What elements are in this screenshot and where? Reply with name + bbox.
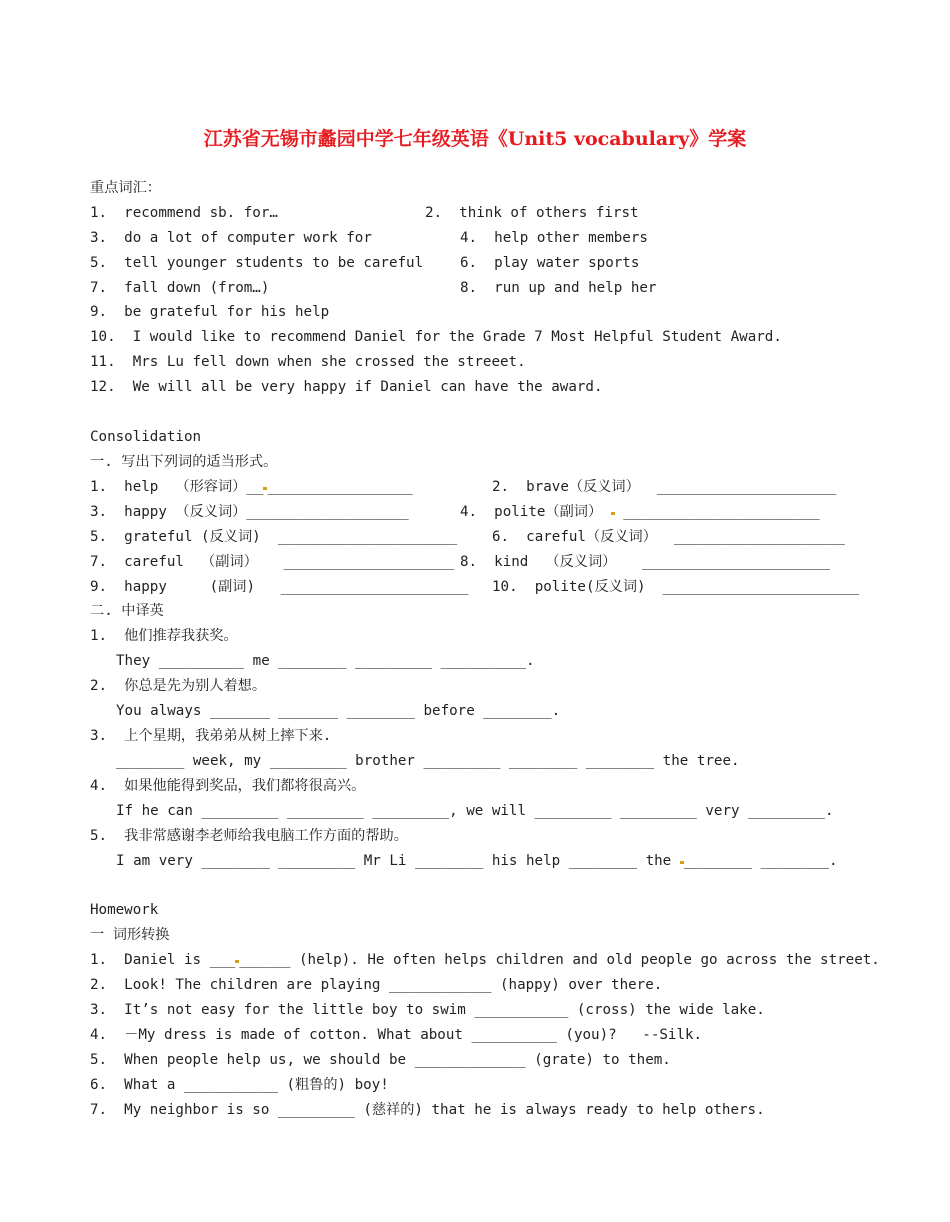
translation-en: If he can _________ _________ _________, we will _________ _________ very _________. bbox=[116, 803, 834, 819]
translation-en: You always _______ _______ ________ before ________. bbox=[116, 703, 561, 719]
vocab-item: 1. recommend sb. for… bbox=[90, 205, 278, 221]
form-item: 10. polite(反义词) _______________________ bbox=[492, 579, 860, 595]
vocab-item: 7. fall down (from…) bbox=[90, 280, 270, 296]
translation-cn: 3. 上个星期，我弟弟从树上摔下来. bbox=[90, 728, 332, 744]
homework-item: 7. My neighbor is so _________ (慈祥的) that he is always ready to help others. bbox=[90, 1102, 765, 1118]
vocab-heading: 重点词汇： bbox=[90, 180, 161, 196]
page-title: 江苏省无锡市蠡园中学七年级英语《Unit5 vocabulary》学案 bbox=[203, 128, 747, 150]
form-item: 9. happy (副词) ______________________ bbox=[90, 579, 469, 595]
form-item: 5. grateful (反义词) _____________________ bbox=[90, 529, 458, 545]
vocab-item: 6. play water sports bbox=[460, 255, 640, 271]
form-item: 6. careful（反义词） ____________________ bbox=[492, 529, 845, 545]
form-item: 4. polite（副词） _______________________ bbox=[460, 504, 820, 520]
vocab-item: 8. run up and help her bbox=[460, 280, 657, 296]
part1-heading: 一. 写出下列词的适当形式。 bbox=[90, 454, 278, 470]
homework-heading: Homework bbox=[90, 902, 159, 918]
homework-item: 2. Look! The children are playing ____________ (happy) over there. bbox=[90, 977, 663, 993]
vocab-item: 10. I would like to recommend Daniel for the Grade 7 Most Helpful Student Award. bbox=[90, 329, 782, 345]
vocab-item: 3. do a lot of computer work for bbox=[90, 230, 372, 246]
form-item: 8. kind （反义词） ______________________ bbox=[460, 554, 830, 570]
vocab-item: 12. We will all be very happy if Daniel can have the award. bbox=[90, 379, 603, 395]
translation-cn: 2. 你总是先为别人着想。 bbox=[90, 678, 267, 694]
form-item: 3. happy （反义词）___________________ bbox=[90, 504, 409, 520]
homework-item: 3. It’s not easy for the little boy to swim ___________ (cross) the wide lake. bbox=[90, 1002, 765, 1018]
homework-item: 1. Daniel is ___ ______ (help). He often helps children and old people go across the street. bbox=[90, 952, 880, 968]
homework-item: 5. When people help us, we should be _____________ (grate) to them. bbox=[90, 1052, 671, 1068]
translation-cn: 5. 我非常感谢李老师给我电脑工作方面的帮助。 bbox=[90, 828, 408, 844]
hw-part1-heading: 一 词形转换 bbox=[90, 927, 170, 943]
form-item: 1. help （形容词）__ _________________ bbox=[90, 479, 413, 495]
translation-en: ________ week, my _________ brother _________ ________ ________ the tree. bbox=[116, 753, 740, 769]
homework-item: 4. －My dress is made of cotton. What about __________ (you)? --Silk. bbox=[90, 1027, 703, 1043]
homework-item: 6. What a ___________ (粗鲁的) boy! bbox=[90, 1077, 389, 1093]
vocab-item: 11. Mrs Lu fell down when she crossed the streeet. bbox=[90, 354, 526, 370]
translation-en: They __________ me ________ _________ __________. bbox=[116, 653, 535, 669]
mark-icon bbox=[611, 512, 615, 515]
vocab-item: 2. think of others first bbox=[425, 205, 639, 221]
translation-cn: 4. 如果他能得到奖品，我们都将很高兴。 bbox=[90, 778, 366, 794]
part2-heading: 二. 中译英 bbox=[90, 603, 164, 619]
translation-en: I am very ________ _________ Mr Li ________ his help ________ the ________ ________. bbox=[116, 853, 838, 869]
vocab-item: 9. be grateful for his help bbox=[90, 304, 330, 320]
form-item: 2. brave（反义词） _____________________ bbox=[492, 479, 837, 495]
translation-cn: 1. 他们推荐我获奖。 bbox=[90, 628, 238, 644]
vocab-item: 4. help other members bbox=[460, 230, 648, 246]
form-item: 7. careful （副词） ____________________ bbox=[90, 554, 455, 570]
consolidation-heading: Consolidation bbox=[90, 429, 202, 445]
vocab-item: 5. tell younger students to be careful bbox=[90, 255, 424, 271]
